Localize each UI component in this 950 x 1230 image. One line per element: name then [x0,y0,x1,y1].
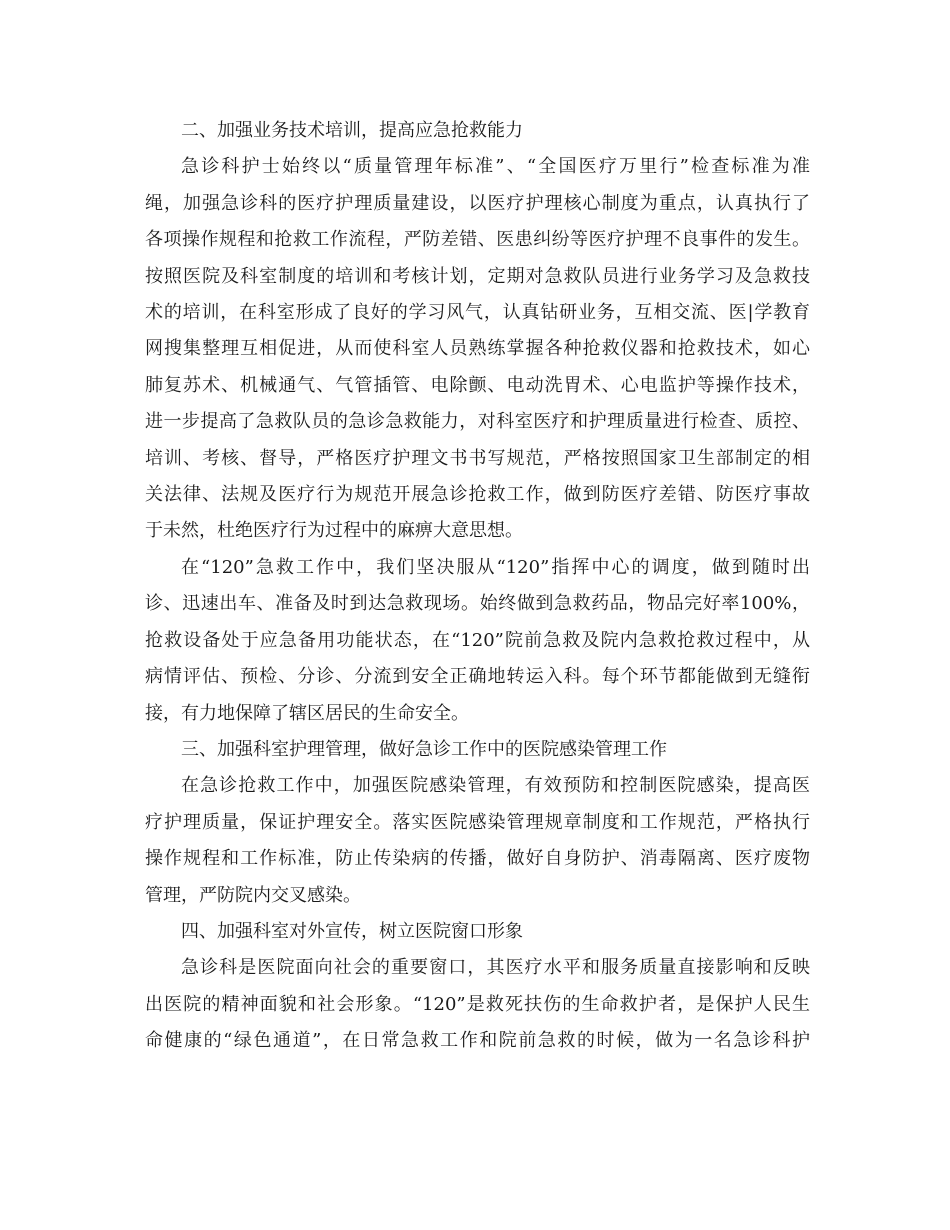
section-heading-4: 四、加强科室对外宣传，树立医院窗口形象 [181,920,523,942]
paragraph-line: 接，有力地保障了辖区居民的生命安全。 [145,702,469,724]
paragraph-line: 操作规程和工作标准，防止传染病的传播，做好自身防护、消毒隔离、医疗废物 [145,848,810,870]
paragraph-line: 关法律、法规及医疗行为规范开展急诊抢救工作，做到防医疗差错、防医疗事故 [145,484,810,506]
paragraph-line: 管理，严防院内交叉感染。 [145,884,361,906]
paragraph-line: 于未然，杜绝医疗行为过程中的麻痹大意思想。 [145,520,523,542]
paragraph-line: 出医院的精神面貌和社会形象。“120”是救死扶伤的生命救护者，是保护人民生 [145,993,810,1015]
paragraph-line: 急诊科护士始终以“质量管理年标准”、“全国医疗万里行”检查标准为准 [181,156,810,178]
paragraph-line: 疗护理质量，保证护理安全。落实医院感染管理规章制度和工作规范，严格执行 [145,811,810,833]
paragraph-line: 命健康的“绿色通道”，在日常急救工作和院前急救的时候，做为一名急诊科护 [145,1030,810,1052]
paragraph-line: 在“120”急救工作中，我们坚决服从“120”指挥中心的调度，做到随时出 [181,556,810,578]
document-page [145,113,810,1060]
paragraph-line: 进一步提高了急救队员的急诊急救能力，对科室医疗和护理质量进行检查、质控、 [145,411,810,433]
section-heading-2: 二、加强业务技术培训，提高应急抢救能力 [181,120,523,141]
paragraph-line: 按照医院及科室制度的培训和考核计划，定期对急救队员进行业务学习及急救技 [145,265,810,287]
paragraph-line: 术的培训，在科室形成了良好的学习风气，认真钻研业务，互相交流、医|学教育 [145,302,810,324]
paragraph-line: 病情评估、预检、分诊、分流到安全正确地转运入科。每个环节都能做到无缝衔 [145,666,810,688]
paragraph-line: 在急诊抢救工作中，加强医院感染管理，有效预防和控制医院感染，提高医 [181,775,810,797]
paragraph-line: 绳，加强急诊科的医疗护理质量建设，以医疗护理核心制度为重点，认真执行了 [145,192,810,214]
paragraph-line: 肺复苏术、机械通气、气管插管、电除颤、电动洗胃术、心电监护等操作技术， [145,374,810,396]
paragraph-line: 诊、迅速出车、准备及时到达急救现场。始终做到急救药品，物品完好率100%， [145,593,810,615]
section-heading-3: 三、加强科室护理管理，做好急诊工作中的医院感染管理工作 [181,738,667,760]
paragraph-line: 急诊科是医院面向社会的重要窗口，其医疗水平和服务质量直接影响和反映 [181,957,810,979]
paragraph-line: 培训、考核、督导，严格医疗护理文书书写规范，严格按照国家卫生部制定的相 [145,447,810,469]
paragraph-line: 网搜集整理互相促进，从而使科室人员熟练掌握各种抢救仪器和抢救技术，如心 [145,338,810,360]
paragraph-line: 抢救设备处于应急备用功能状态，在“120”院前急救及院内急救抢救过程中，从 [145,629,810,651]
paragraph-line: 各项操作规程和抢救工作流程，严防差错、医患纠纷等医疗护理不良事件的发生。 [145,229,810,251]
